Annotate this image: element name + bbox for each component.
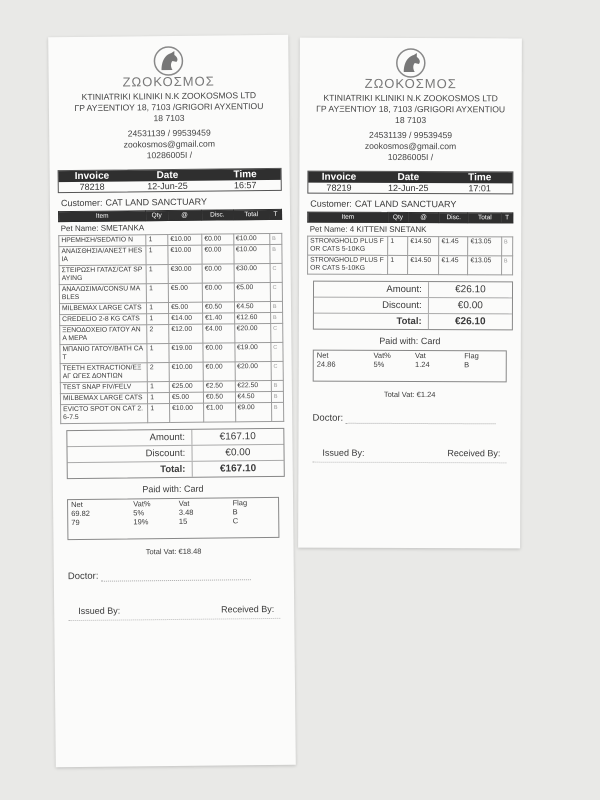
item-qty: 1 xyxy=(146,235,168,246)
item-name: MILBEMAX LARGE CATS xyxy=(59,303,146,315)
item-discount: €0.00 xyxy=(202,264,234,283)
discount-label: Discount: xyxy=(67,446,192,462)
table-row xyxy=(61,402,284,423)
item-flag: B xyxy=(501,237,512,256)
item-name: ΑΝΑΙΣΘΗΣΙΑ/ΑΝΕΣΤ HESIA xyxy=(59,246,146,266)
vat-amount: 1.24 xyxy=(415,360,430,370)
item-price: €14.50 xyxy=(408,236,439,255)
signature-row xyxy=(78,604,274,616)
item-discount: €4.00 xyxy=(203,324,235,343)
item-discount: €1.45 xyxy=(439,256,468,275)
total-value: €167.10 xyxy=(219,463,257,475)
invoice-bar xyxy=(307,171,513,195)
receipt-left xyxy=(48,35,296,767)
discount-value: €0.00 xyxy=(225,447,251,459)
item-price: €10.00 xyxy=(168,234,202,245)
column-header: Total xyxy=(468,213,501,223)
totals-box xyxy=(313,281,513,331)
total-vat-value: €18.48 xyxy=(178,546,202,556)
header-line: zookosmos@gmail.com xyxy=(364,140,457,152)
total-label: Total: xyxy=(68,462,193,478)
invoice-date: 12-Jun-25 xyxy=(388,182,429,194)
header-line: 10286005I / xyxy=(146,149,193,161)
table-row xyxy=(59,244,282,265)
brand-name: ΖΩΟΚΟΣΜΟΣ xyxy=(364,75,457,92)
issued-by-label: Issued By: xyxy=(322,447,365,458)
item-name: CREDELIO 2-8 KG CATS xyxy=(60,314,147,326)
vat-amount: 15 xyxy=(178,516,188,526)
header-line: KTINIATRIKI KLINIKI N.K ZOOKOSMOS LTD xyxy=(81,90,257,102)
header-line: ΓΡ ΑΥΞΕΝΤΙΟΥ 18, 7103 /GRIGORI AYXENTIOU xyxy=(74,101,264,114)
issued-by-label: Issued By: xyxy=(78,605,121,616)
vat-net: 69.82 xyxy=(71,508,91,519)
doctor-line xyxy=(313,413,521,425)
received-by-label: Received By: xyxy=(221,603,275,615)
invoice-time: 17:01 xyxy=(468,183,491,194)
vat-col-flag: Flag xyxy=(464,351,479,361)
item-discount: €1.00 xyxy=(204,403,236,422)
paid-method: Card xyxy=(420,336,441,347)
item-total: €13.05 xyxy=(468,237,501,256)
horse-head-logo-icon xyxy=(151,46,185,76)
invoice-label: Invoice xyxy=(321,171,357,183)
item-name: ΣΤΕΙΡΩΣΗ ΓΑΤΑΣ/CAT SPAYING xyxy=(59,265,146,285)
pet-label: Pet Name: xyxy=(309,224,348,234)
item-qty: 1 xyxy=(148,393,170,404)
item-price: €30.00 xyxy=(168,264,202,283)
column-header: Disc. xyxy=(202,210,234,220)
header-line: 24531139 / 99539459 xyxy=(369,129,453,141)
vat-table xyxy=(67,497,279,540)
item-total: €12.60 xyxy=(234,312,270,323)
item-flag: B xyxy=(270,312,282,323)
doctor-label: Doctor: xyxy=(67,570,99,583)
customer-name: CAT LAND SANCTUARY xyxy=(105,196,208,208)
vat-col-pct: Vat% xyxy=(373,350,391,360)
date-label: Date xyxy=(397,171,420,184)
item-price: €10.00 xyxy=(169,362,203,381)
item-total: €5.00 xyxy=(234,282,271,301)
item-qty: 1 xyxy=(148,382,170,393)
vat-amount: 3.48 xyxy=(178,507,194,517)
doctor-line xyxy=(68,569,294,582)
item-qty: 2 xyxy=(147,363,169,382)
discount-label: Discount: xyxy=(314,298,429,313)
pet-name: SMETANKA xyxy=(100,223,145,233)
column-header: T xyxy=(502,213,513,223)
total-vat-label: Total Vat: xyxy=(383,389,415,400)
item-price: €5.00 xyxy=(168,283,202,302)
header-line: 18 7103 xyxy=(395,114,427,126)
item-discount: €0.00 xyxy=(203,362,235,381)
table-row xyxy=(60,342,283,363)
item-qty: 2 xyxy=(147,325,169,344)
item-name: ΗΡΕΜΗΣΗ/SEDATIO N xyxy=(59,235,146,247)
item-flag: B xyxy=(271,391,283,402)
total-vat-label: Total Vat: xyxy=(145,546,177,557)
vat-col-vat: Vat xyxy=(415,351,426,361)
vat-col-net: Net xyxy=(71,499,83,510)
table-row xyxy=(308,236,513,256)
vat-flag: B xyxy=(232,507,238,517)
item-name: ΜΠΑΝΙΟ ΓΑΤΟΥ/BATH CAT xyxy=(60,344,147,364)
item-discount: €0.00 xyxy=(203,343,235,362)
table-row xyxy=(60,361,283,382)
pet-name: 4 KITTENI SNETANK xyxy=(349,224,427,235)
item-flag: C xyxy=(271,361,283,380)
item-discount: €2.50 xyxy=(203,381,235,392)
received-by-label: Received By: xyxy=(447,448,501,459)
item-discount: €0.50 xyxy=(202,302,234,313)
item-name: EVICTO SPOT ON CAT 2.6-7.5 xyxy=(61,404,148,424)
item-discount: €1.40 xyxy=(203,313,235,324)
paid-with xyxy=(53,483,293,496)
customer-name: CAT LAND SANCTUARY xyxy=(354,198,457,210)
item-name: TEST SNAP FIV/FELV xyxy=(60,382,147,394)
vat-flag: B xyxy=(464,360,470,370)
item-qty: 1 xyxy=(148,404,170,423)
item-price: €12.00 xyxy=(169,324,203,343)
column-header: Item xyxy=(59,211,146,222)
doctor-label: Doctor: xyxy=(312,412,344,424)
total-value: €26.10 xyxy=(454,316,486,328)
item-flag: B xyxy=(270,244,282,263)
item-qty: 1 xyxy=(147,314,169,325)
item-qty: 1 xyxy=(147,284,169,303)
vat-table xyxy=(313,350,507,383)
receipt-right xyxy=(298,38,522,549)
item-discount: €0.50 xyxy=(203,392,235,403)
column-header: Disc. xyxy=(439,213,468,223)
item-flag: B xyxy=(271,380,283,391)
item-flag: B xyxy=(270,301,282,312)
brand-name: ΖΩΟΚΟΣΜΟΣ xyxy=(122,73,215,90)
amount-value: €26.10 xyxy=(455,284,486,296)
clinic-header xyxy=(49,90,290,163)
customer-line xyxy=(58,196,282,208)
item-discount: €1.45 xyxy=(439,237,468,256)
items-table xyxy=(307,212,513,276)
invoice-number: 78219 xyxy=(326,182,352,193)
column-header: Item xyxy=(308,212,388,222)
item-flag: C xyxy=(271,342,283,361)
item-price: €19.00 xyxy=(169,343,203,362)
header-line: KTINIATRIKI KLINIKI N.K ZOOKOSMOS LTD xyxy=(323,92,498,104)
column-header: Total xyxy=(233,209,269,219)
vat-net: 24.86 xyxy=(316,359,336,369)
item-qty: 1 xyxy=(146,246,168,265)
item-name: STRONGHOLD PLUS FOR CATS 5-10KG xyxy=(308,255,388,274)
item-name: ΞΕΝΟΔΟΧΕΙΟ ΓΑΤΟΥ ΑΝΑ ΜΕΡΑ xyxy=(60,325,147,345)
invoice-bar xyxy=(58,168,282,193)
table-row xyxy=(59,282,282,303)
vat-col-flag: Flag xyxy=(232,498,248,508)
item-name: STRONGHOLD PLUS FOR CATS 5-10KG xyxy=(308,236,388,255)
item-name: MILBEMAX LARGE CATS xyxy=(60,393,147,405)
header-line: ΓΡ ΑΥΞΕΝΤΙΟΥ 18, 7103 /GRIGORI AYXENTIOU xyxy=(316,103,506,115)
vat-net: 79 xyxy=(71,517,80,528)
item-flag: C xyxy=(270,282,282,301)
item-price: €5.00 xyxy=(169,392,203,403)
vat-col-pct: Vat% xyxy=(133,499,151,509)
amount-label: Amount: xyxy=(67,430,192,446)
discount-value: €0.00 xyxy=(457,300,483,312)
item-qty: 1 xyxy=(147,303,169,314)
total-vat-value: €1.24 xyxy=(416,390,436,400)
column-header: Qty xyxy=(146,211,168,221)
item-total: €9.00 xyxy=(235,402,272,421)
paid-method: Card xyxy=(183,483,204,494)
item-total: €4.50 xyxy=(235,391,271,402)
total-label: Total: xyxy=(314,314,429,329)
item-qty: 1 xyxy=(146,265,168,284)
item-flag: C xyxy=(271,323,283,342)
items-table xyxy=(58,209,284,424)
item-qty: 1 xyxy=(388,236,408,255)
column-header: @ xyxy=(408,212,439,222)
customer-label: Customer: xyxy=(310,198,352,209)
signature-row xyxy=(322,448,500,459)
amount-value: €167.10 xyxy=(219,431,256,443)
item-flag: C xyxy=(270,263,282,282)
vat-row xyxy=(314,360,506,370)
item-price: €10.00 xyxy=(170,403,204,422)
horse-head-logo-icon xyxy=(394,48,428,78)
customer-label: Customer: xyxy=(60,197,103,209)
invoice-date: 12-Jun-25 xyxy=(147,180,188,192)
item-discount: €0.00 xyxy=(202,245,234,264)
date-label: Date xyxy=(156,169,179,182)
item-flag: B xyxy=(501,256,512,275)
paid-label: Paid with: xyxy=(142,483,182,495)
vat-col-net: Net xyxy=(316,350,329,360)
column-header: T xyxy=(269,209,281,219)
vat-flag: C xyxy=(232,516,239,526)
customer-line xyxy=(307,199,513,210)
amount-label: Amount: xyxy=(314,282,429,297)
item-total: €20.00 xyxy=(235,361,272,380)
column-header: @ xyxy=(168,210,202,220)
time-label: Time xyxy=(233,169,257,181)
item-name: ΑΝΑΛΩΣΙΜΑ/CONSU MABLES xyxy=(59,284,146,304)
time-label: Time xyxy=(468,172,492,184)
paid-label: Paid with: xyxy=(379,335,419,347)
item-price: €5.00 xyxy=(169,302,203,313)
invoice-number: 78218 xyxy=(79,181,105,192)
item-qty: 1 xyxy=(388,255,408,274)
paid-with xyxy=(299,336,521,347)
item-total: €13.05 xyxy=(468,256,501,275)
item-price: €14.50 xyxy=(408,255,439,274)
column-header: Qty xyxy=(388,212,408,222)
table-row xyxy=(308,255,513,275)
item-total: €19.00 xyxy=(234,342,271,361)
header-line: 10286005I / xyxy=(387,151,434,163)
item-total: €4.50 xyxy=(234,301,270,312)
item-discount: €0.00 xyxy=(202,234,234,245)
item-total: €10.00 xyxy=(233,244,270,263)
item-name: TEETH EXTRACTION/ΕΞΑΓ ΩΓΕΣ ΔΟΝΤΙΩΝ xyxy=(60,363,147,383)
table-row xyxy=(59,263,282,284)
item-total: €22.50 xyxy=(235,380,271,391)
item-qty: 1 xyxy=(147,344,169,363)
total-vat xyxy=(299,390,521,400)
invoice-time: 16:57 xyxy=(233,180,257,191)
item-price: €10.00 xyxy=(168,245,202,264)
item-total: €10.00 xyxy=(233,233,269,244)
clinic-header xyxy=(299,93,521,164)
item-flag: B xyxy=(271,402,283,421)
vat-pct: 19% xyxy=(133,517,149,527)
header-line: zookosmos@gmail.com xyxy=(123,138,216,150)
vat-pct: 5% xyxy=(373,359,385,369)
item-price: €25.00 xyxy=(169,381,203,392)
item-total: €30.00 xyxy=(234,263,271,282)
pet-row xyxy=(308,222,513,237)
table-row xyxy=(60,323,283,344)
item-flag: B xyxy=(270,233,282,244)
item-discount: €0.00 xyxy=(202,283,234,302)
total-vat xyxy=(54,546,294,558)
vat-pct: 5% xyxy=(133,508,145,518)
item-price: €14.00 xyxy=(169,313,203,324)
header-line: 18 7103 xyxy=(153,112,185,124)
vat-col-vat: Vat xyxy=(178,498,190,508)
totals-box xyxy=(66,428,285,479)
item-total: €20.00 xyxy=(234,323,271,342)
header-line: 24531139 / 99539459 xyxy=(127,127,211,139)
invoice-label: Invoice xyxy=(74,170,110,183)
pet-label: Pet Name: xyxy=(60,223,99,234)
